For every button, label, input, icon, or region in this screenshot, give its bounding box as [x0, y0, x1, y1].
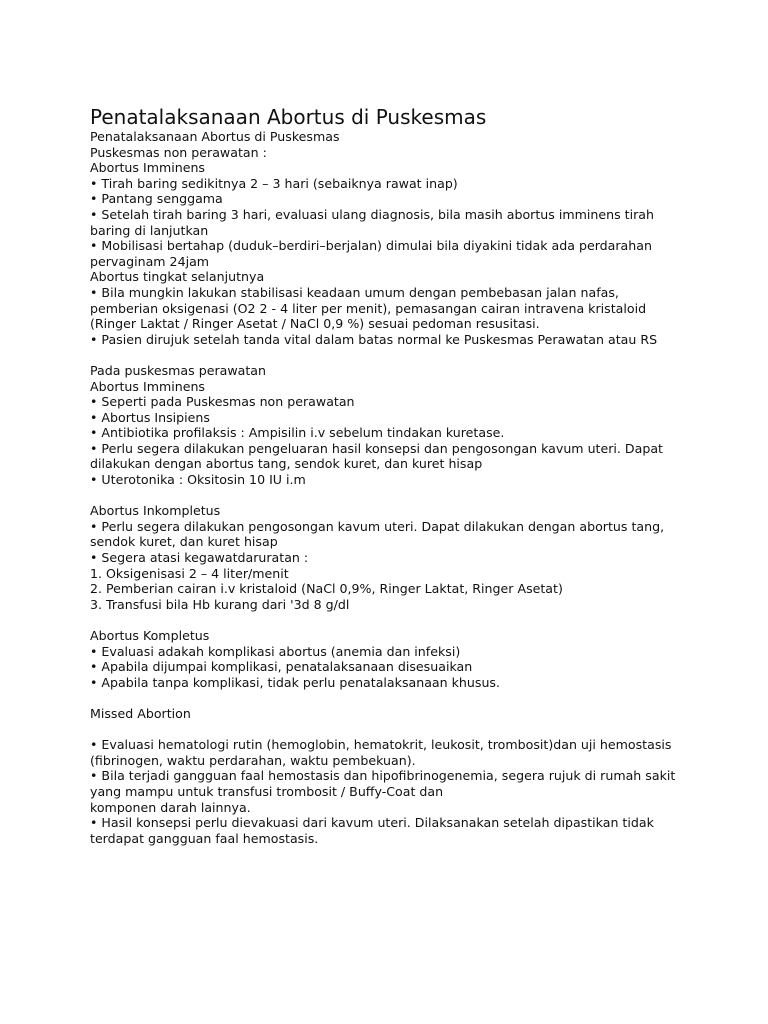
text-line: komponen darah lainnya. [90, 799, 251, 815]
text-line: Penatalaksanaan Abortus di Puskesmas [90, 129, 340, 144]
text-line: • Perlu segera dilakukan pengeluaran hasil konsepsi dan pengosongan kavum uteri. Dapat [90, 440, 663, 456]
text-line: (Ringer Laktat / Ringer Asetat / NaCl 0,9 %) sesuai pedoman resusitasi. [90, 316, 540, 332]
blank-line [90, 347, 690, 363]
text-line: • Apabila dijumpai komplikasi, penatalaksanaan disesuaikan [90, 659, 473, 675]
text-line: pemberian oksigenasi (O2 2 - 4 liter per menit), pemasangan cairan intravena kristaloid [90, 300, 647, 316]
text-line: Abortus tingkat selanjutnya [90, 269, 265, 285]
text-line: Missed Abortion [90, 705, 191, 721]
text-line: Puskesmas non perawatan : [90, 144, 267, 160]
text-line: • Abortus Insipiens [90, 409, 210, 425]
text-line: • Pantang senggama [90, 191, 223, 207]
text-line: • Setelah tirah baring 3 hari, evaluasi ulang diagnosis, bila masih abortus imminens tirah [90, 206, 654, 222]
text-line: dilakukan dengan abortus tang, sendok kuret, dan kuret hisap [90, 456, 483, 472]
text-line: Pada puskesmas perawatan [90, 362, 266, 378]
document-title: Penatalaksanaan Abortus di Puskesmas [90, 105, 487, 129]
text-line: Abortus Imminens [90, 160, 205, 176]
text-line: • Perlu segera dilakukan pengosongan kavum uteri. Dapat dilakukan dengan abortus tang, [90, 518, 665, 534]
text-line: • Segera atasi kegawatdaruratan : [90, 550, 309, 566]
text-line: • Tirah baring sedikitnya 2 – 3 hari (sebaiknya rawat inap) [90, 175, 458, 191]
text-line: 2. Pemberian cairan i.v kristaloid (NaCl 0,9%, Ringer Laktat, Ringer Asetat) [90, 581, 563, 597]
text-line: Abortus Kompletus [90, 628, 210, 643]
document-body [90, 129, 690, 846]
text-line: pervaginam 24jam [90, 253, 210, 269]
text-line: • Mobilisasi bertahap (duduk–berdiri–berjalan) dimulai bila diyakini tidak ada perdarahan [90, 238, 652, 254]
text-line: • Antibiotika profilaksis : Ampisilin i.v sebelum tindakan kuretase. [90, 425, 505, 441]
text-line: • Uterotonika : Oksitosin 10 IU i.m [90, 472, 306, 488]
text-line: • Hasil konsepsi perlu dievakuasi dari kavum uteri. Dilaksanakan setelah dipastikan tidak [90, 815, 654, 831]
text-line: yang mampu untuk transfusi trombosit / Buffy-Coat dan [90, 783, 444, 799]
text-line: • Apabila tanpa komplikasi, tidak perlu penatalaksanaan khusus. [90, 674, 500, 690]
text-line: • Bila terjadi gangguan faal hemostasis dan hipofibrinogenemia, segera rujuk di rumah sakit [90, 768, 676, 784]
text-line: 1. Oksigenisasi 2 – 4 liter/menit [90, 565, 289, 581]
text-line: • Evaluasi adakah komplikasi abortus (anemia dan infeksi) [90, 643, 461, 659]
text-line: baring di lanjutkan [90, 222, 209, 238]
blank-line [90, 488, 690, 504]
text-line: sendok kuret, dan kuret hisap [90, 534, 278, 550]
blank-line [90, 690, 690, 706]
text-line: • Seperti pada Puskesmas non perawatan [90, 394, 355, 410]
text-line: Abortus Inkompletus [90, 503, 221, 519]
text-line: terdapat gangguan faal hemostasis. [90, 830, 319, 846]
text-line: • Evaluasi hematologi rutin (hemoglobin, hematokrit, leukosit, trombosit)dan uji hemostasis [90, 737, 672, 753]
text-line: 3. Transfusi bila Hb kurang dari '3d 8 g/dl [90, 596, 350, 612]
text-line: Abortus Imminens [90, 378, 205, 394]
text-line: • Pasien dirujuk setelah tanda vital dalam batas normal ke Puskesmas Perawatan atau RS [90, 331, 658, 347]
text-line: (fibrinogen, waktu perdarahan, waktu pembekuan). [90, 752, 416, 768]
blank-line [90, 722, 690, 738]
text-line: • Bila mungkin lakukan stabilisasi keadaan umum dengan pembebasan jalan nafas, [90, 284, 619, 300]
blank-line [90, 612, 690, 628]
